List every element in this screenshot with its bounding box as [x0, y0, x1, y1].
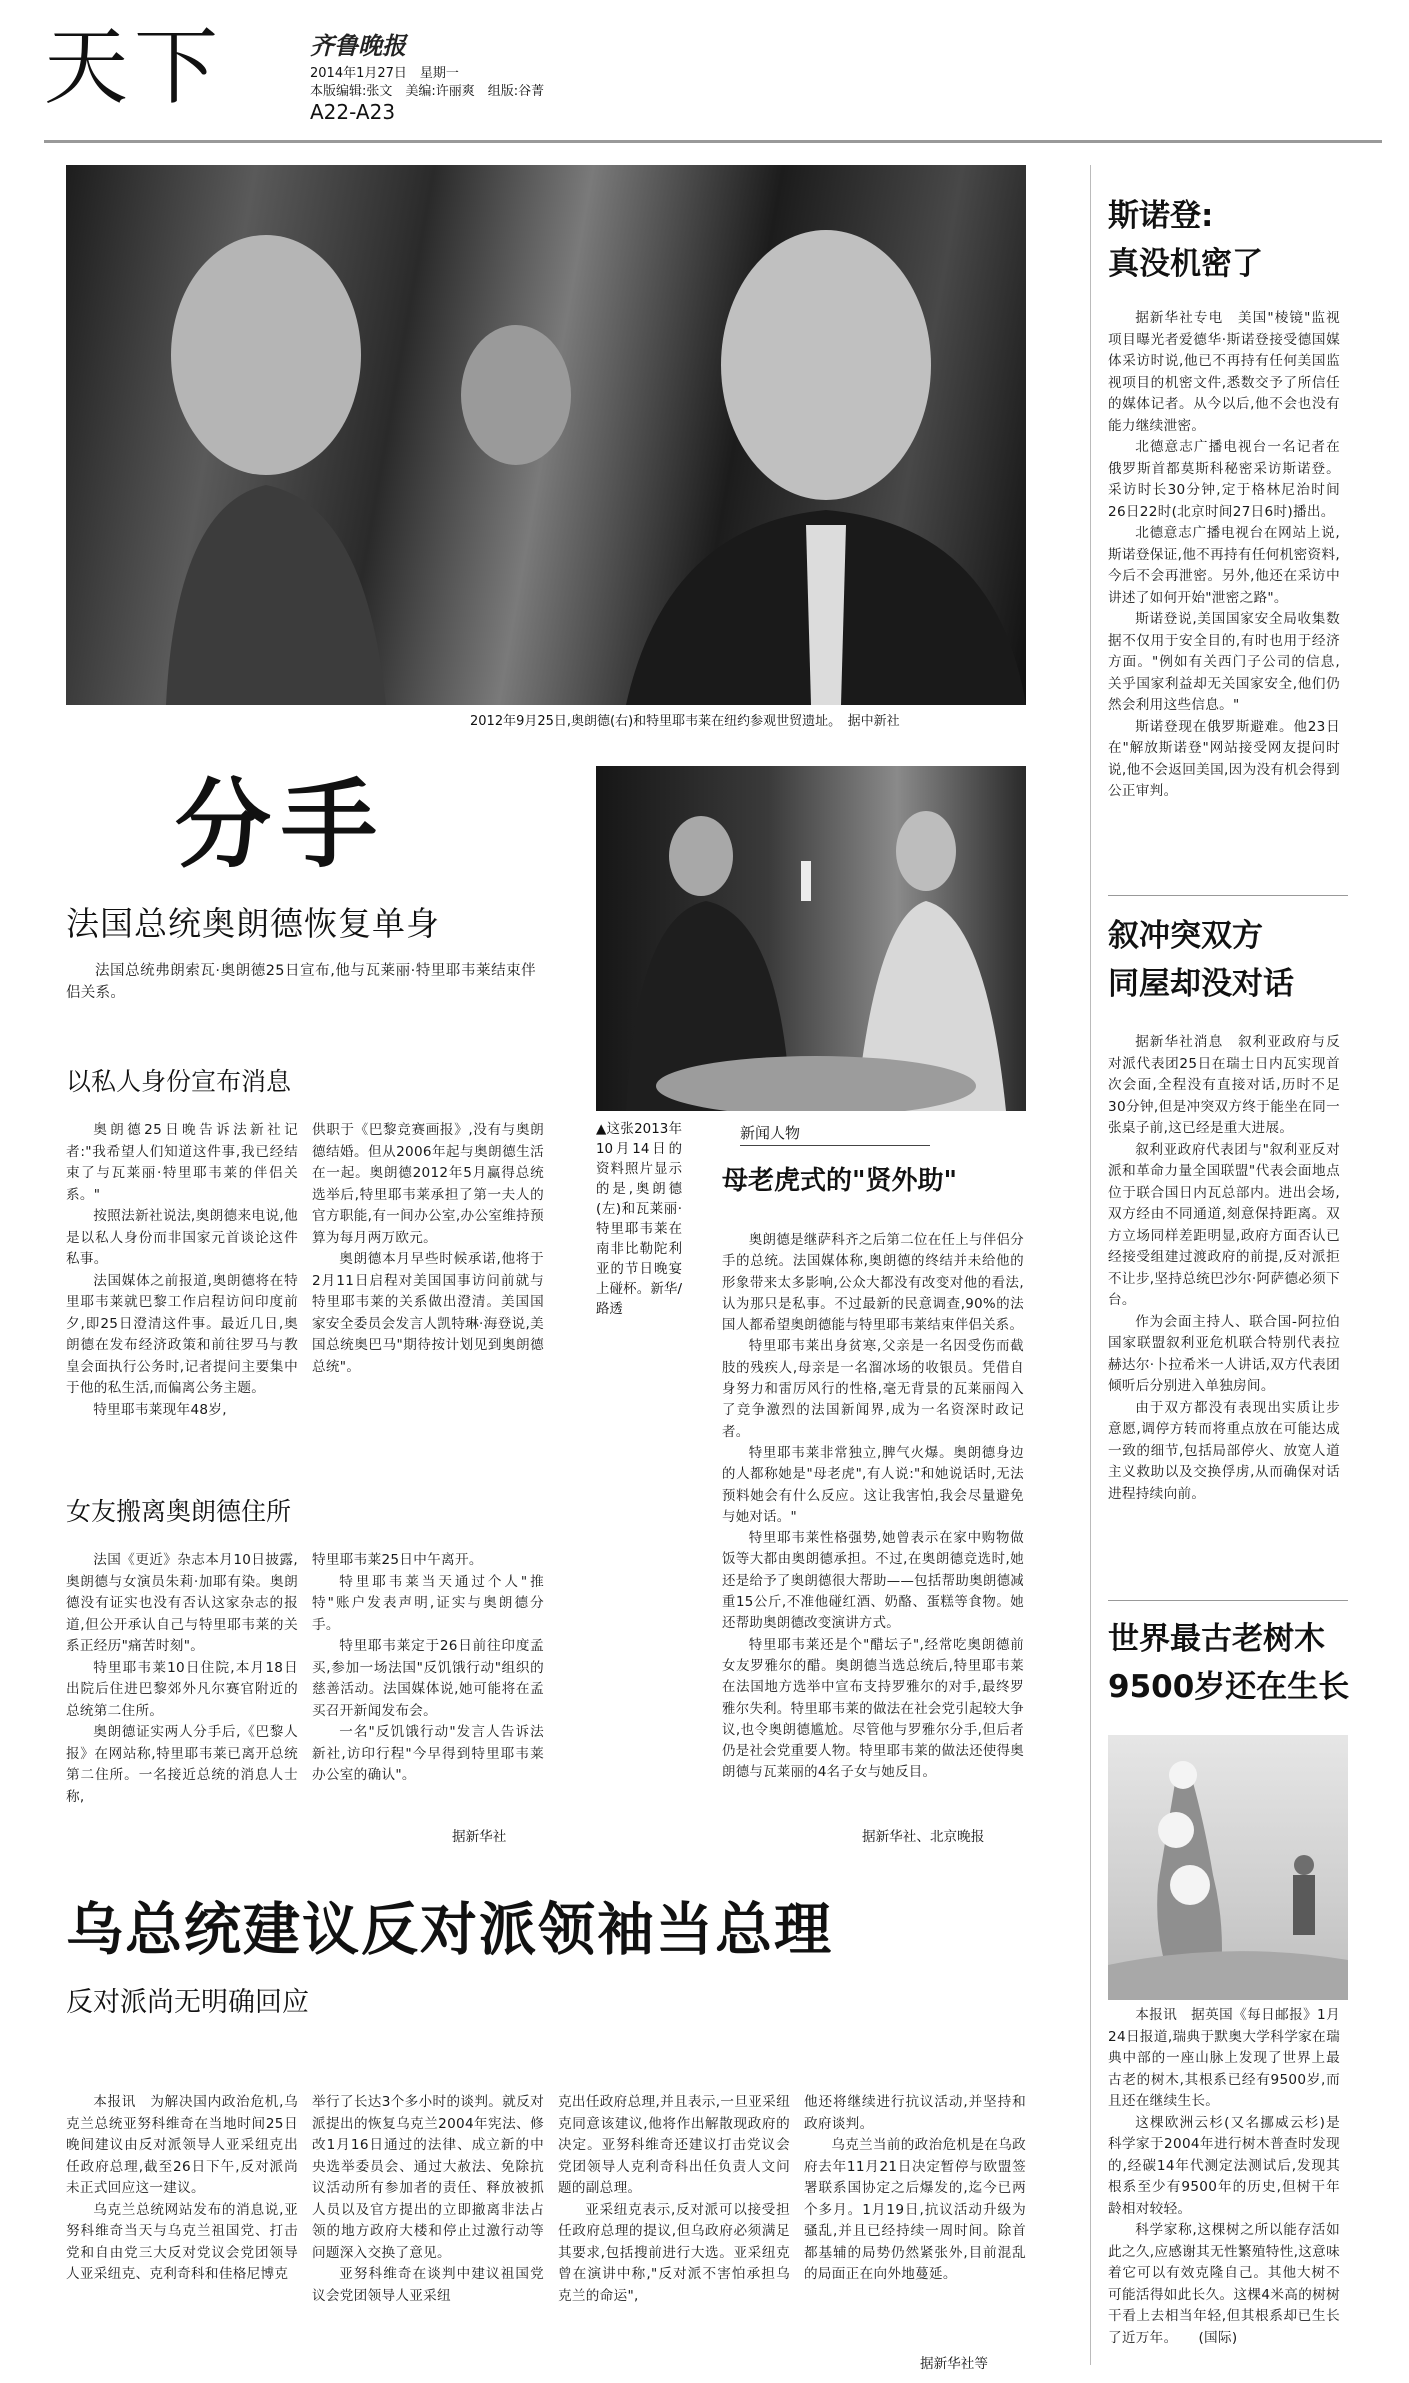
profile-tag: 新闻人物	[740, 1122, 930, 1146]
main-headline: 分手	[175, 769, 387, 881]
main-credit: 据新华社	[452, 1829, 507, 1845]
tree-photo	[1108, 1735, 1348, 2000]
sidebar-story1-headline	[1108, 192, 1263, 288]
section1-title: 以私人身份宣布消息	[66, 1067, 292, 1096]
profile-body: 奥朗德是继萨科齐之后第二位在任上与伴侣分手的总统。法国媒体称,奥朗德的终结并未给他的形象带来太多影响,公众大都没有改变对他的看法,认为那只是私事。不过最新的民意调查,90%的法国人都希望奥朗德能与特里耶韦莱结束伴侣关系。 特里耶韦莱出身贫寒,父亲是一名因受伤而截肢的残疾人,母亲是一名溜冰场的收银员。凭借自身努力和雷厉风行的性格,毫无背景的瓦莱丽闯入了竞争激烈的法国新闻界,成为一名资深时政记者。 特里耶韦莱非常独立,脾气火爆。奥朗德身边的人都称她是"母老虎",有人说:"和她说话时,无法预料她会有什么反应。这让我害怕,我会尽量避免与她对话。" 特里耶韦莱性格强势,她曾表示在家中购物做饭等大都由奥朗德承担。不过,在奥朗德竞选时,她还是给予了奥朗德很大帮助——包括帮助奥朗德减重15公斤,不准他碰红酒、奶酪、蛋糕等食物。她还帮助奥朗德改变演讲方式。 特里耶韦莱还是个"醋坛子",经常吃奥朗德前女友罗雅尔的醋。奥朗德当选总统后,特里耶韦莱在法国地方选举中宣布支持罗雅尔的对手,最终罗雅尔失利。特里耶韦莱的做法在社会党引起较大争议,也令奥朗德尴尬。尽管他与罗雅尔分手,但后者仍是社会党重要人物。特里耶韦莱的做法还使得奥朗德与瓦莱丽的4名子女与她反目。	[722, 1233, 1024, 1781]
sidebar-story2-headline-line2: 同屋却没对话	[1108, 966, 1294, 1002]
sidebar-story3-headline-line1: 世界最古老树木	[1108, 1621, 1325, 1657]
section1-col2: 供职于《巴黎竞赛画报》,没有与奥朗德结婚。但从2006年起与奥朗德生活在一起。奥朗德2012年5月赢得总统选举后,特里耶韦莱承担了第一夫人的官方职能,有一间办公室,办公室维持预算为每月两万欧元。 奥朗德本月早些时候承诺,他将于2月11日启程对美国国事访问前就与特里耶韦莱的关系做出澄清。美国国家安全委员会发言人凯特琳·海登说,美国总统奥巴马"期待按计划见到奥朗德总统"。	[312, 1122, 544, 1375]
middle-photo-caption: ▲这张2013年10月14日的资料照片显示的是,奥朗德(左)和瓦莱丽·特里耶韦莱在南非比勒陀利亚的节日晚宴上碰杯。新华/路透	[596, 1122, 682, 1317]
middle-photo	[596, 766, 1026, 1111]
bottom-credit: 据新华社等	[920, 2356, 988, 2372]
sidebar-story1-body: 据新华社专电 美国"棱镜"监视项目曝光者爱德华·斯诺登接受德国媒体采访时说,他已不再持有任何美国监视项目的机密文件,悉数交予了所信任的媒体记者。从今以后,他不会也没有能力继续泄密。 北德意志广播电视台一名记者在俄罗斯首都莫斯科秘密采访斯诺登。采访时长30分钟,定于格林尼治时间26日22时(北京时间27日6时)播出。 北德意志广播电视台在网站上说,斯诺登保证,他不再持有任何机密资料,今后不会再泄密。另外,他还在采访中讲述了如何开始"泄密之路"。 斯诺登说,美国国家安全局收集数据不仅用于安全目的,有时也用于经济方面。"例如有关西门子公司的信息,关乎国家利益却无关国家安全,他们仍然会利用这些信息。" 斯诺登现在俄罗斯避难。他23日在"解放斯诺登"网站接受网友提问时说,他不会返回美国,因为没有机会得到公正审判。	[1108, 310, 1340, 799]
staff-line: 本版编辑:张文 美编:许丽爽 组版:谷菁	[310, 84, 545, 99]
sidebar-story2-headline-line1: 叙冲突双方	[1108, 918, 1263, 954]
top-photo-caption: 2012年9月25日,奥朗德(右)和特里耶韦莱在纽约参观世贸遗址。 据中新社	[470, 714, 900, 729]
sidebar-story2-body: 据新华社消息 叙利亚政府与反对派代表团25日在瑞士日内瓦实现首次会面,全程没有直接对话,历时不足30分钟,但是冲突双方终于能坐在同一张桌子前,这已经是重大进展。 叙利亚政府代表团与"叙利亚反对派和革命力量全国联盟"代表会面地点位于联合国日内瓦总部内。进出会场,双方经由不同通道,刻意保持距离。双方立场同样差距明显,政府方面否认已经接受组建过渡政府的前提,反对派拒不让步,坚持总统巴沙尔·阿萨德必须下台。 作为会面主持人、联合国-阿拉伯国家联盟叙利亚危机联合特别代表拉赫达尔·卜拉希米一人讲话,双方代表团倾听后分别进入单独房间。 由于双方都没有表现出实质让步意愿,调停方转而将重点放在可能达成一致的细节,包括局部停火、放宽人道主义救助以及交换俘虏,从而确保对话进程持续向前。	[1108, 1034, 1340, 1502]
sidebar-story3-body: 本报讯 据英国《每日邮报》1月24日报道,瑞典于默奥大学科学家在瑞典中部的一座山脉上发现了世界上最古老的树木,其根系已经有9500岁,而且还在继续生长。 这棵欧洲云杉(又名挪威云杉)是科学家于2004年进行树木普查时发现的,经碳14年代测定法测试后,发现其根系至少有9500年的历史,但树干年龄相对较轻。 科学家称,这棵树之所以能存活如此之久,应感谢其无性繁殖特性,这意味着它可以有效克隆自己。其他大树不可能活得如此长久。这棵4米高的树树干看上去相当年轻,但其根系却已生长了近万年。 (国际)	[1108, 2007, 1340, 2346]
bottom-col4: 他还将继续进行抗议活动,并坚持和政府谈判。 乌克兰当前的政治危机是在乌政府去年11月21日决定暂停与欧盟签署联系国协定之后爆发的,迄今已两个多月。1月19日,抗议活动升级为骚乱,并且已经持续一周时间。除首都基辅的局势仍然紧张外,目前混乱的局面正在向外地蔓延。	[804, 2094, 1026, 2282]
sidebar-story1-headline-line2: 真没机密了	[1108, 246, 1263, 282]
section1-col1: 奥朗德25日晚告诉法新社记者:"我希望人们知道这件事,我已经结束了与瓦莱丽·特里耶韦莱的伴侣关系。" 按照法新社说法,奥朗德来电说,他是以私人身份而非国家元首谈论这件私事。 法国媒体之前报道,奥朗德将在特里耶韦莱就巴黎工作启程访问印度前夕,即25日澄清这件事。最近几日,奥朗德在发布经济政策和前往罗马与教皇会面执行公务时,记者提问主要集中于他的私生活,而偏离公务主题。 特里耶韦莱现年48岁,	[66, 1122, 298, 1418]
photo-figures	[66, 165, 1026, 705]
date-line: 2014年1月27日 星期一	[310, 66, 459, 81]
paper-logo: 齐鲁晚报	[310, 31, 406, 60]
section2-title: 女友搬离奥朗德住所	[66, 1497, 292, 1526]
main-lead: 法国总统弗朗索瓦·奥朗德25日宣布,他与瓦莱丽·特里耶韦莱结束伴侣关系。	[66, 963, 536, 1001]
bottom-subhead: 反对派尚无明确回应	[66, 1987, 309, 2018]
section2-col2: 特里耶韦莱25日中午离开。 特里耶韦莱当天通过个人"推特"账户发表声明,证实与奥朗德分手。 特里耶韦莱定于26日前往印度孟买,参加一场法国"反饥饿行动"组织的慈善活动。法国媒体说,她可能将在孟买召开新闻发布会。 一名"反饥饿行动"发言人告诉法新社,访印行程"今早得到特里耶韦莱办公室的确认"。	[312, 1552, 544, 1783]
sidebar-story3-headline-line2: 9500岁还在生长	[1108, 1669, 1350, 1705]
sidebar-story2-headline	[1108, 912, 1294, 1008]
section-title: 天下	[44, 18, 225, 116]
sidebar-rule-1	[1108, 895, 1348, 896]
masthead-rule	[44, 140, 1382, 143]
sidebar-story3-headline	[1108, 1615, 1349, 1711]
top-photo	[66, 165, 1026, 705]
tree-figure	[1108, 1735, 1348, 2000]
main-subhead: 法国总统奥朗德恢复单身	[66, 904, 440, 943]
sidebar-divider	[1090, 165, 1091, 2365]
bottom-col3: 克出任政府总理,并且表示,一旦亚采纽克同意该建议,他将作出解散现政府的决定。亚努科维奇还建议打击党议会党团领导人克利奇科出任负责人文问题的副总理。 亚采纽克表示,反对派可以接受担任政府总理的提议,但乌政府必须满足其要求,包括搜前进行大选。亚采纽克曾在演讲中称,"反对派不害怕承担乌克兰的命运",	[558, 2094, 790, 2304]
middle-photo-figures	[596, 766, 1026, 1111]
sidebar-story1-headline-line1: 斯诺登:	[1108, 198, 1214, 234]
bottom-headline: 乌总统建议反对派领袖当总理	[66, 1897, 833, 1963]
profile-title: 母老虎式的"贤外助"	[722, 1166, 958, 1196]
profile-credit: 据新华社、北京晚报	[862, 1829, 985, 1845]
bottom-col2: 举行了长达3个多小时的谈判。就反对派提出的恢复乌克兰2004年宪法、修改1月16日通过的法律、成立新的中央选举委员会、通过大赦法、免除抗议活动所有参加者的责任、释放被抓人员以及官方提出的立即撤离非法占领的地方政府大楼和停止过激行动等问题深入交换了意见。 亚努科维奇在谈判中建议祖国党议会党团领导人亚采纽	[312, 2094, 544, 2304]
sidebar-rule-2	[1108, 1600, 1348, 1601]
section2-col1: 法国《更近》杂志本月10日披露,奥朗德与女演员朱莉·加耶有染。奥朗德没有证实也没有否认这家杂志的报道,但公开承认自己与特里耶韦莱的关系正经历"痛苦时刻"。 特里耶韦莱10日住院,本月18日出院后住进巴黎郊外凡尔赛官附近的总统第二住所。 奥朗德证实两人分手后,《巴黎人报》在网站称,特里耶韦莱已离开总统第二住所。一名接近总统的消息人士称,	[66, 1552, 298, 1805]
page-range: A22-A23	[310, 100, 396, 124]
bottom-col1: 本报讯 为解决国内政治危机,乌克兰总统亚努科维奇在当地时间25日晚间建议由反对派领导人亚采纽克出任政府总理,截至26日下午,反对派尚未正式回应这一建议。 乌克兰总统网站发布的消息说,亚努科维奇当天与乌克兰祖国党、打击党和自由党三大反对党议会党团领导人亚采纽克、克利奇科和佳格尼博克	[66, 2094, 298, 2282]
